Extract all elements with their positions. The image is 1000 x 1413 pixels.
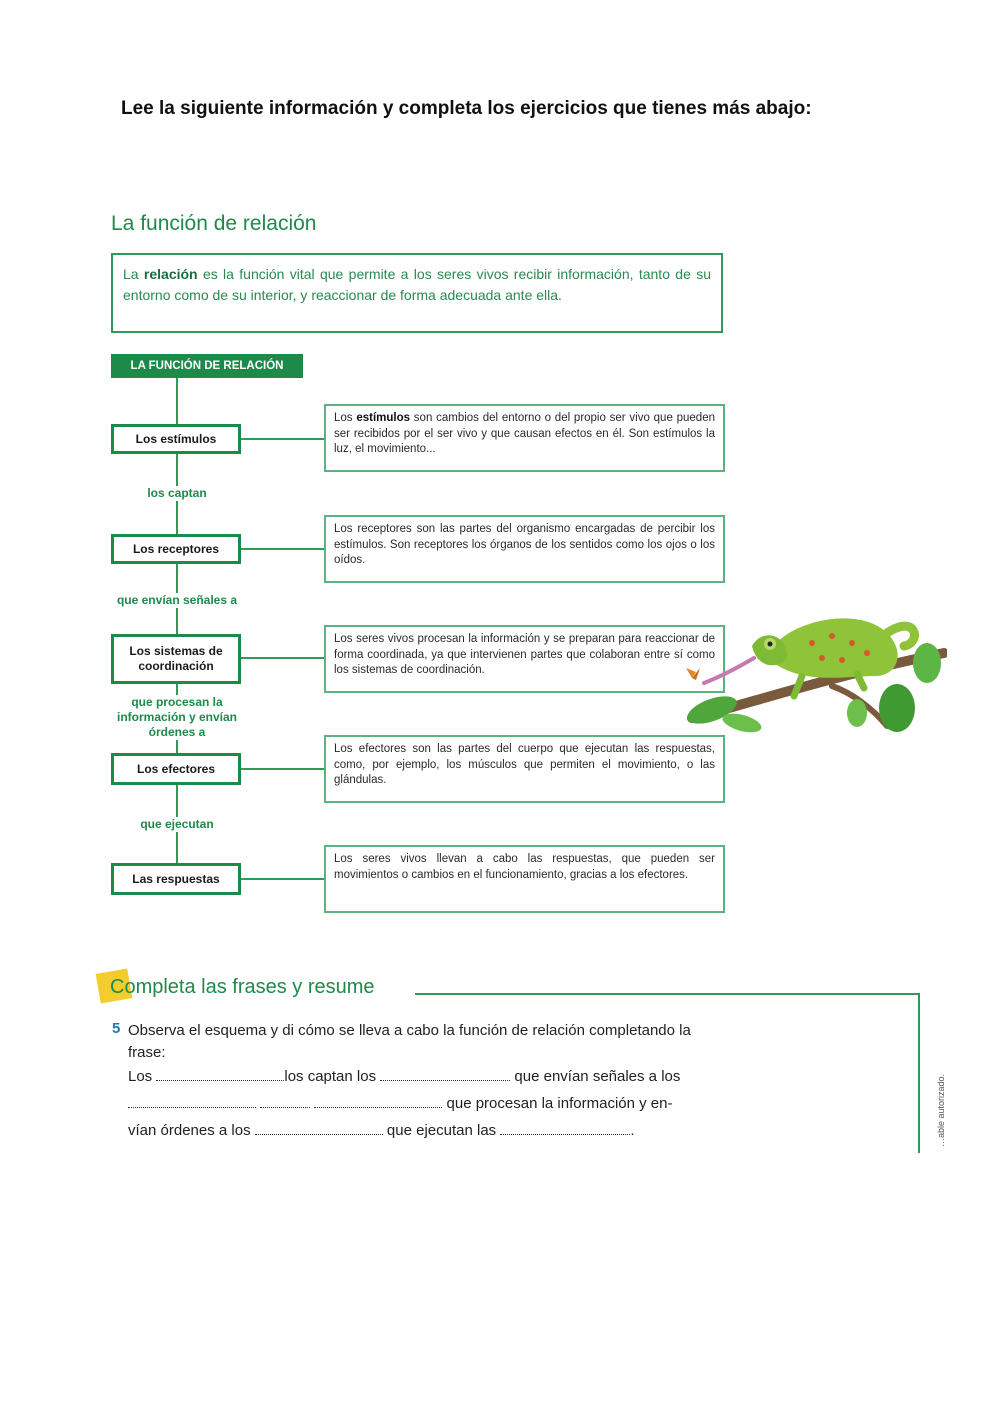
exercise-prompt: Observa el esquema y di cómo se lleva a cabo la función de relación completando la frase:	[128, 1022, 691, 1061]
connector-label: que envían señales a	[96, 593, 258, 608]
definition-bold: relación	[143, 266, 198, 282]
blank-field[interactable]	[156, 1068, 284, 1081]
connector-label: los captan	[96, 486, 258, 501]
connector-label: que ejecutan	[96, 817, 258, 832]
node-respuestas: Las respuestas	[111, 863, 241, 895]
instruction-text: Lee la siguiente información y completa los ejercicios que tienes más abajo:	[121, 98, 812, 119]
fill-text: que ejecutan las	[382, 1122, 501, 1139]
diagram-header: LA FUNCIÓN DE RELACIÓN	[111, 354, 303, 378]
definition-box	[111, 253, 723, 333]
fill-text: que envían señales a los	[510, 1068, 681, 1085]
fill-line-3	[128, 1122, 635, 1139]
exercise-title	[110, 976, 375, 999]
blank-field[interactable]	[500, 1122, 630, 1135]
blank-field[interactable]	[260, 1095, 310, 1108]
desc-text: Los receptores son las partes del organismo encargadas de percibir los estímulos. Son receptores los órganos de los sentidos como los ojos o los oídos.	[334, 523, 715, 566]
description-box	[324, 515, 725, 583]
link-line	[241, 768, 324, 770]
desc-text: Los	[334, 412, 357, 424]
side-copyright-text: …able autorizado.	[936, 1074, 946, 1148]
description-box	[324, 625, 725, 693]
exercise-number: 5	[112, 1020, 121, 1037]
desc-text: son cambios del entorno o del propio ser vivo que pueden ser recibidos por el ser vivo y que causan efectos en él. Son estímulos la luz, el movimiento...	[334, 412, 715, 455]
desc-text: Los seres vivos llevan a cabo las respuestas, que pueden ser movimientos o cambios en el funcionamiento, gracias a los efectores.	[334, 853, 715, 881]
definition-pre: La	[123, 266, 144, 282]
fill-line-1	[128, 1068, 680, 1085]
blank-field[interactable]	[255, 1122, 383, 1135]
node-estimulos: Los estímulos	[111, 424, 241, 454]
fill-text: que procesan la información y en-	[442, 1095, 673, 1112]
definition-post: es la función vital que permite a los seres vivos recibir información, tanto de su entorno como de su interior, y reaccionar de forma adecuada ante ella.	[123, 266, 711, 303]
fill-line-2	[128, 1095, 672, 1112]
exercise-rule-vertical	[918, 993, 920, 1153]
description-box	[324, 845, 725, 913]
link-line	[241, 878, 324, 880]
blank-field[interactable]	[128, 1095, 256, 1108]
node-receptores: Los receptores	[111, 534, 241, 564]
section-title: La función de relación	[111, 212, 317, 235]
fill-text: Los	[128, 1068, 157, 1085]
description-box	[324, 735, 725, 803]
blank-field[interactable]	[314, 1095, 442, 1108]
fill-text: .	[630, 1122, 635, 1139]
chameleon-illustration	[682, 598, 947, 733]
exercise-title-text: Completa las frases y resume	[110, 976, 375, 998]
node-sistemas-coordinacion: Los sistemas de coordinación	[111, 634, 241, 684]
link-line	[241, 657, 324, 659]
connector-label: que procesan la información y envían órdenes a	[106, 695, 248, 740]
desc-bold: estímulos	[356, 412, 411, 424]
desc-text: Los seres vivos procesan la información y se preparan para reaccionar de forma coordinada, ya que intervienen partes que colaboran entre sí como los sistemas de coordinación.	[334, 633, 715, 676]
fill-text: vían órdenes a los	[128, 1122, 255, 1139]
link-line	[241, 438, 324, 440]
node-efectores: Los efectores	[111, 753, 241, 785]
exercise-rule	[415, 993, 920, 995]
description-box	[324, 404, 725, 472]
blank-field[interactable]	[380, 1068, 510, 1081]
link-line	[241, 548, 324, 550]
desc-text: Los efectores son las partes del cuerpo que ejecutan las respuestas, como, por ejemplo, los músculos que permiten el movimiento, o las glándulas.	[334, 743, 715, 786]
fill-text: los captan los	[284, 1068, 381, 1085]
